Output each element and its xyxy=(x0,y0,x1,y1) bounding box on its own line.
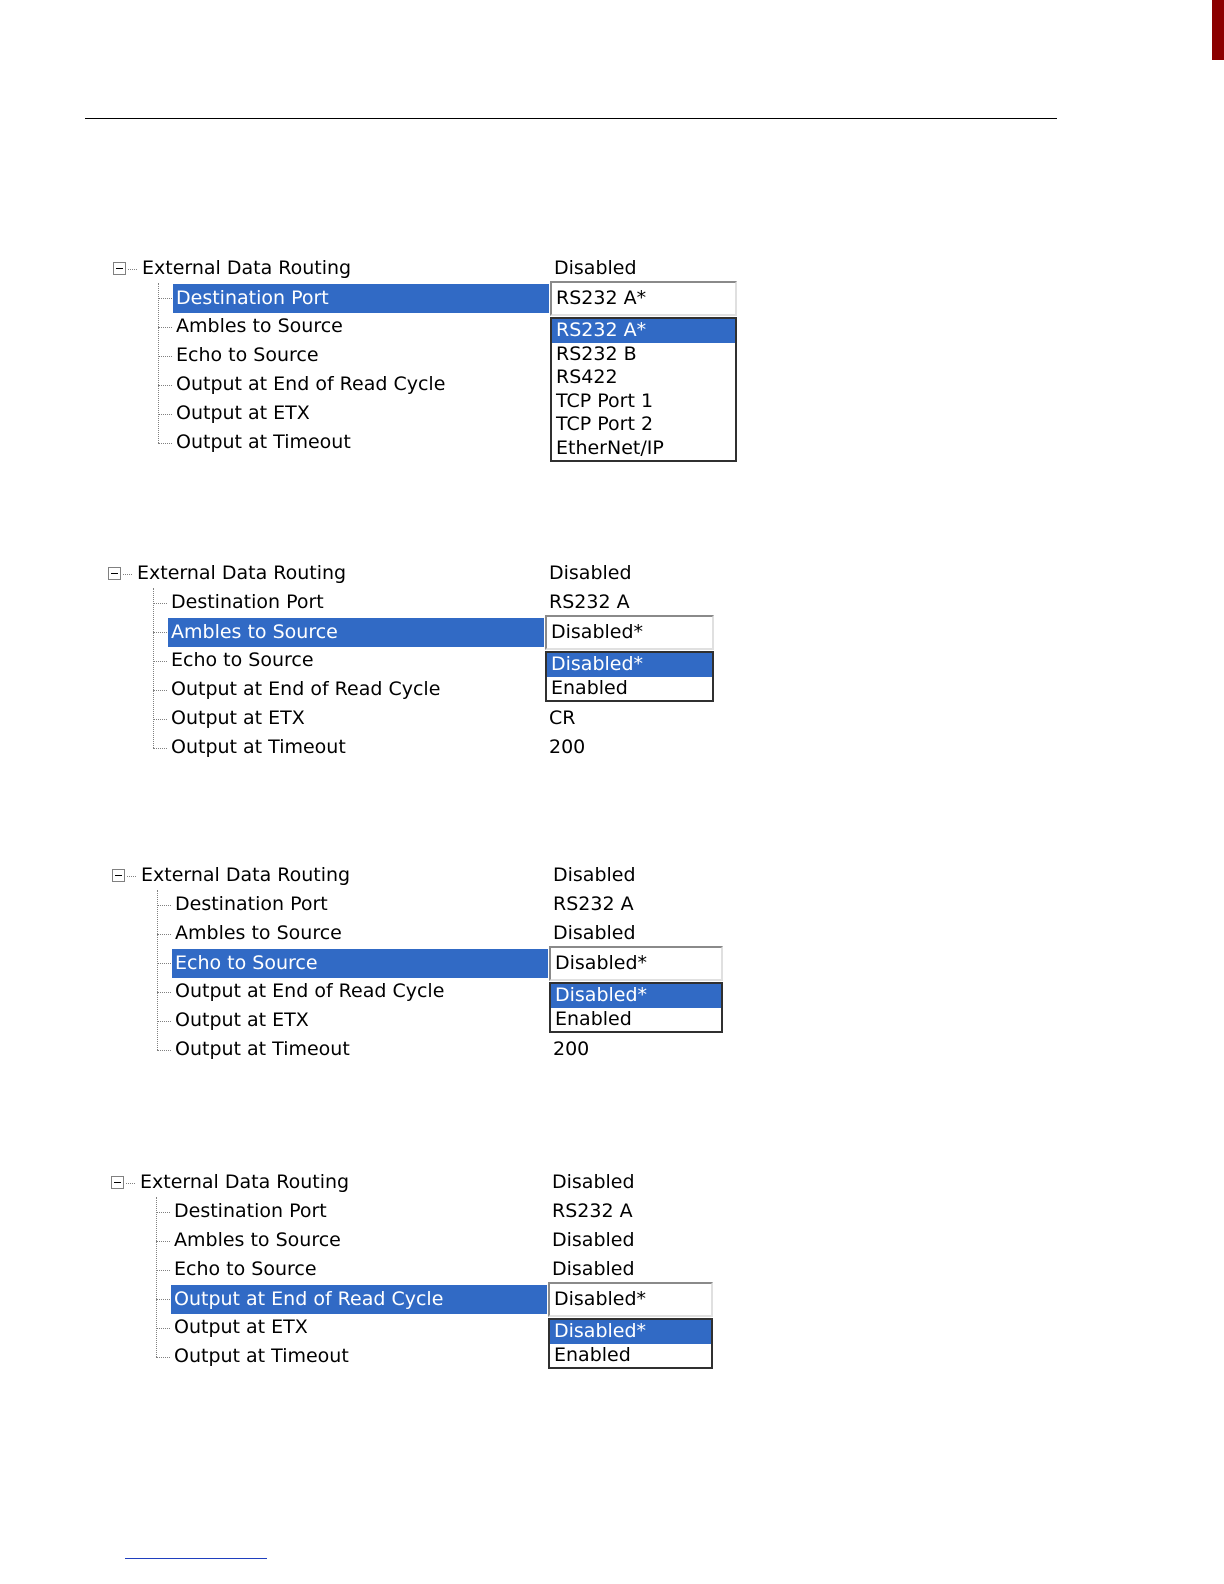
tree-connector xyxy=(127,876,136,877)
tree-root-value: Disabled xyxy=(552,1171,635,1193)
tree-connector xyxy=(153,632,167,633)
property-label: Echo to Source xyxy=(174,1258,317,1280)
property-value: Disabled xyxy=(553,922,636,944)
tree-root-value: Disabled xyxy=(549,562,632,584)
tree-connector xyxy=(156,1328,170,1329)
value-combobox[interactable] xyxy=(548,1282,713,1317)
tree-root-label: External Data Routing xyxy=(137,562,347,584)
property-label: Echo to Source xyxy=(175,952,318,974)
tree-connector xyxy=(158,298,172,299)
page-edge-tab xyxy=(1212,0,1224,60)
property-row[interactable] xyxy=(108,589,748,618)
value-combobox[interactable] xyxy=(545,615,714,650)
property-row[interactable] xyxy=(112,891,752,920)
tree-connector xyxy=(157,934,171,935)
combobox-value: Disabled* xyxy=(551,621,644,643)
dropdown-option[interactable]: Disabled* xyxy=(551,984,721,1008)
property-value: RS232 A xyxy=(552,1200,633,1222)
tree-root-value: Disabled xyxy=(553,864,636,886)
tree-connector xyxy=(158,385,172,386)
property-value: CR xyxy=(549,707,576,729)
tree-connector xyxy=(156,1299,170,1300)
property-value: RS232 A xyxy=(553,893,634,915)
tree-connector xyxy=(156,1241,170,1242)
property-label: Output at ETX xyxy=(174,1316,308,1338)
tree-root-label: External Data Routing xyxy=(141,864,351,886)
dropdown-option[interactable]: TCP Port 1 xyxy=(556,389,654,412)
tree-connector xyxy=(157,905,171,906)
tree-root-row[interactable] xyxy=(113,255,753,284)
property-row[interactable] xyxy=(112,949,752,978)
property-label: Output at End of Read Cycle xyxy=(174,1288,444,1310)
property-label: Output at End of Read Cycle xyxy=(171,678,441,700)
property-tree-panel xyxy=(111,1169,751,1369)
tree-connector xyxy=(153,748,167,749)
selected-property-highlight[interactable] xyxy=(168,618,544,647)
property-row[interactable] xyxy=(111,1227,751,1256)
tree-connector xyxy=(157,963,171,964)
property-label: Output at Timeout xyxy=(175,1038,350,1060)
property-label: Echo to Source xyxy=(171,649,314,671)
dropdown-option[interactable]: Enabled xyxy=(551,676,628,699)
dropdown-option[interactable]: Enabled xyxy=(555,1007,632,1030)
tree-root-label: External Data Routing xyxy=(142,257,352,279)
property-row[interactable] xyxy=(112,1036,752,1065)
property-label: Output at Timeout xyxy=(176,431,351,453)
property-row[interactable] xyxy=(112,920,752,949)
dropdown-option[interactable]: Disabled* xyxy=(547,653,712,677)
dropdown-list[interactable] xyxy=(548,1318,713,1369)
dropdown-list[interactable] xyxy=(545,651,714,702)
tree-connector xyxy=(157,1021,171,1022)
tree-connector xyxy=(156,1212,170,1213)
value-combobox[interactable] xyxy=(550,281,737,316)
property-label: Output at ETX xyxy=(176,402,310,424)
combobox-value: RS232 A* xyxy=(556,287,647,309)
dropdown-list[interactable] xyxy=(549,982,723,1033)
property-tree-panel xyxy=(108,560,748,760)
property-tree-panel xyxy=(112,862,752,1062)
property-row[interactable] xyxy=(108,705,748,734)
tree-connector xyxy=(158,443,172,444)
tree-connector xyxy=(158,327,172,328)
tree-connector xyxy=(153,661,167,662)
tree-root-row[interactable] xyxy=(112,862,752,891)
selected-property-highlight[interactable] xyxy=(171,1285,547,1314)
selected-property-highlight[interactable] xyxy=(172,949,548,978)
tree-connector xyxy=(153,603,167,604)
dropdown-list[interactable] xyxy=(550,317,737,462)
property-label: Output at End of Read Cycle xyxy=(175,980,445,1002)
property-label: Ambles to Source xyxy=(176,315,343,337)
combobox-value: Disabled* xyxy=(555,952,648,974)
tree-connector xyxy=(158,414,172,415)
selected-property-highlight[interactable] xyxy=(173,284,549,313)
value-combobox[interactable] xyxy=(549,946,723,981)
property-label: Ambles to Source xyxy=(174,1229,341,1251)
property-label: Output at ETX xyxy=(175,1009,309,1031)
header-rule xyxy=(85,118,1057,119)
property-row[interactable] xyxy=(108,734,748,763)
property-label: Destination Port xyxy=(174,1200,327,1222)
dropdown-option[interactable]: TCP Port 2 xyxy=(556,413,654,435)
property-label: Destination Port xyxy=(175,893,328,915)
property-label: Output at ETX xyxy=(171,707,305,729)
property-label: Destination Port xyxy=(171,591,324,613)
dropdown-option[interactable]: Enabled xyxy=(554,1343,631,1366)
tree-connector xyxy=(153,719,167,720)
tree-connector xyxy=(156,1270,170,1271)
tree-connector xyxy=(126,1183,135,1184)
dropdown-option[interactable]: RS232 B xyxy=(556,342,637,365)
property-label: Ambles to Source xyxy=(175,922,342,944)
tree-connector xyxy=(128,269,137,270)
dropdown-option[interactable]: RS422 xyxy=(556,366,618,388)
property-row[interactable] xyxy=(108,618,748,647)
property-value: Disabled xyxy=(552,1229,635,1251)
tree-connector xyxy=(153,690,167,691)
property-tree-panel xyxy=(113,255,753,459)
tree-connector xyxy=(156,1357,170,1358)
property-row[interactable] xyxy=(111,1285,751,1314)
tree-root-label: External Data Routing xyxy=(140,1171,350,1193)
property-label: Echo to Source xyxy=(176,344,319,366)
property-label: Output at End of Read Cycle xyxy=(176,373,446,395)
tree-root-row[interactable] xyxy=(111,1169,751,1198)
tree-connector xyxy=(157,992,171,993)
footer-link-underline[interactable] xyxy=(125,1558,267,1559)
tree-connector xyxy=(158,356,172,357)
dropdown-option[interactable]: Disabled* xyxy=(550,1320,711,1344)
tree-root-value: Disabled xyxy=(554,257,637,279)
dropdown-option[interactable]: EtherNet/IP xyxy=(556,436,664,459)
property-row[interactable] xyxy=(113,284,753,313)
collapse-icon[interactable] xyxy=(112,869,125,882)
combobox-value: Disabled* xyxy=(554,1288,647,1310)
tree-connector xyxy=(157,1050,171,1051)
property-value: 200 xyxy=(553,1038,590,1060)
property-value: 200 xyxy=(549,736,586,758)
property-label: Output at Timeout xyxy=(171,736,346,758)
tree-connector xyxy=(123,574,132,575)
property-value: Disabled xyxy=(552,1258,635,1280)
property-label: Destination Port xyxy=(176,287,329,309)
property-label: Output at Timeout xyxy=(174,1345,349,1367)
property-label: Ambles to Source xyxy=(171,621,338,643)
collapse-icon[interactable] xyxy=(111,1176,124,1189)
tree-root-row[interactable] xyxy=(108,560,748,589)
property-row[interactable] xyxy=(111,1256,751,1285)
collapse-icon[interactable] xyxy=(113,262,126,275)
collapse-icon[interactable] xyxy=(108,567,121,580)
property-row[interactable] xyxy=(111,1198,751,1227)
property-value: RS232 A xyxy=(549,591,630,613)
dropdown-option[interactable]: RS232 A* xyxy=(552,319,735,343)
